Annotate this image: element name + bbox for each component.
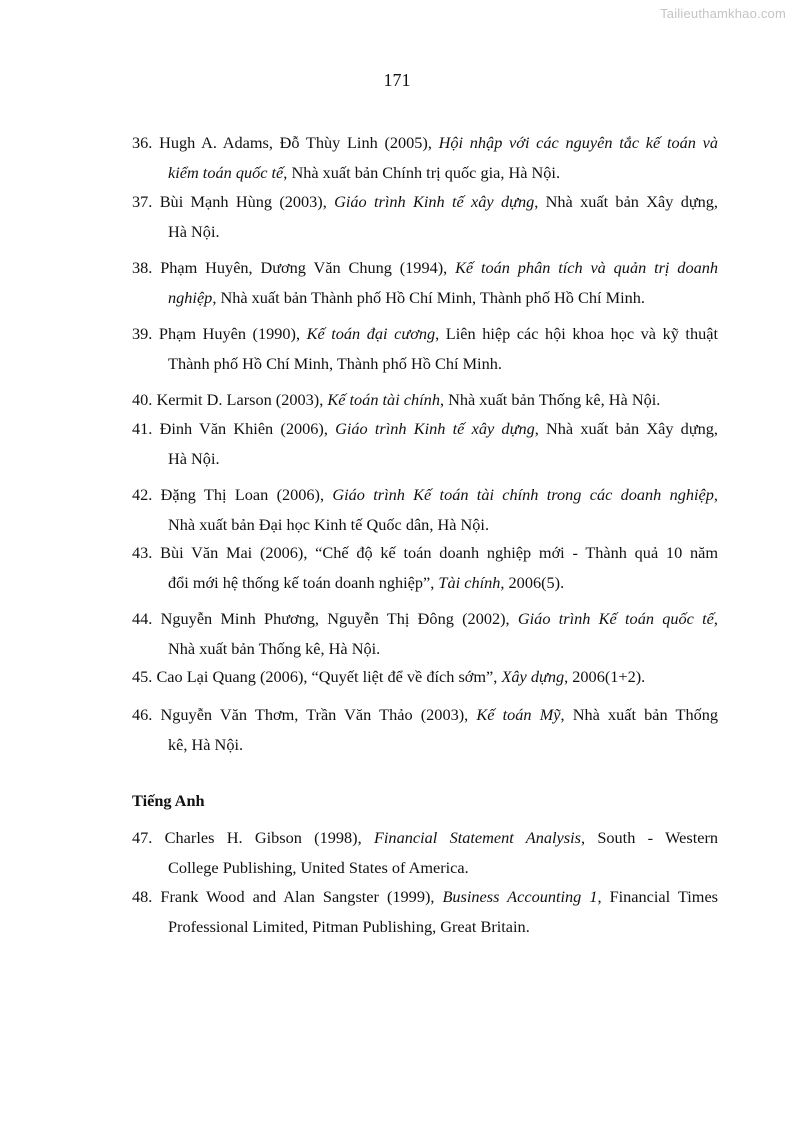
reference-item: 41. Đinh Văn Khiên (2006), Giáo trình Kinh tế xây dựng, Nhà xuất bản Xây dựng, Hà Nội. <box>132 419 718 468</box>
reference-item: 36. Hugh A. Adams, Đỗ Thùy Linh (2005), Hội nhập với các nguyên tắc kế toán và kiểm toán quốc tế, Nhà xuất bản Chính trị quốc gia, Hà Nội. <box>132 133 718 182</box>
reference-item: 38. Phạm Huyên, Dương Văn Chung (1994), Kế toán phân tích và quản trị doanh nghiệp, Nhà xuất bản Thành phố Hồ Chí Minh, Thành phố Hồ Chí Minh. <box>132 258 719 307</box>
section-heading-english: Tiếng Anh <box>132 791 205 810</box>
reference-item: 40. Kermit D. Larson (2003), Kế toán tài chính, Nhà xuất bản Thống kê, Hà Nội. <box>132 390 661 409</box>
reference-item: 37. Bùi Mạnh Hùng (2003), Giáo trình Kinh tế xây dựng, Nhà xuất bản Xây dựng, Hà Nội. <box>132 192 719 241</box>
reference-item: 39. Phạm Huyên (1990), Kế toán đại cương, Liên hiệp các hội khoa học và kỹ thuật Thành phố Hồ Chí Minh, Thành phố Hồ Chí Minh. <box>132 324 718 373</box>
reference-item: 48. Frank Wood and Alan Sangster (1999), Business Accounting 1, Financial Times Professional Limited, Pitman Publishing, Great Britain. <box>132 887 719 936</box>
reference-item: 43. Bùi Văn Mai (2006), “Chế độ kế toán doanh nghiệp mới - Thành quả 10 năm đổi mới hệ thống kế toán doanh nghiệp”, Tài chính, 2006(5). <box>132 543 718 592</box>
page-number: 171 <box>383 70 411 90</box>
reference-item: 46. Nguyễn Văn Thơm, Trần Văn Thảo (2003), Kế toán Mỹ, Nhà xuất bản Thống kê, Hà Nội. <box>132 705 719 754</box>
reference-item: 47. Charles H. Gibson (1998), Financial Statement Analysis, South - Western College Publishing, United States of America. <box>132 828 719 877</box>
watermark: Tailieuthamkhao.com <box>660 6 786 21</box>
reference-item: 42. Đặng Thị Loan (2006), Giáo trình Kế toán tài chính trong các doanh nghiệp, Nhà xuất bản Đại học Kinh tế Quốc dân, Hà Nội. <box>132 485 718 534</box>
reference-item: 45. Cao Lại Quang (2006), “Quyết liệt để về đích sớm”, Xây dựng, 2006(1+2). <box>132 667 646 686</box>
reference-item: 44. Nguyễn Minh Phương, Nguyễn Thị Đông (2002), Giáo trình Kế toán quốc tế, Nhà xuất bản Thống kê, Hà Nội. <box>132 609 718 658</box>
